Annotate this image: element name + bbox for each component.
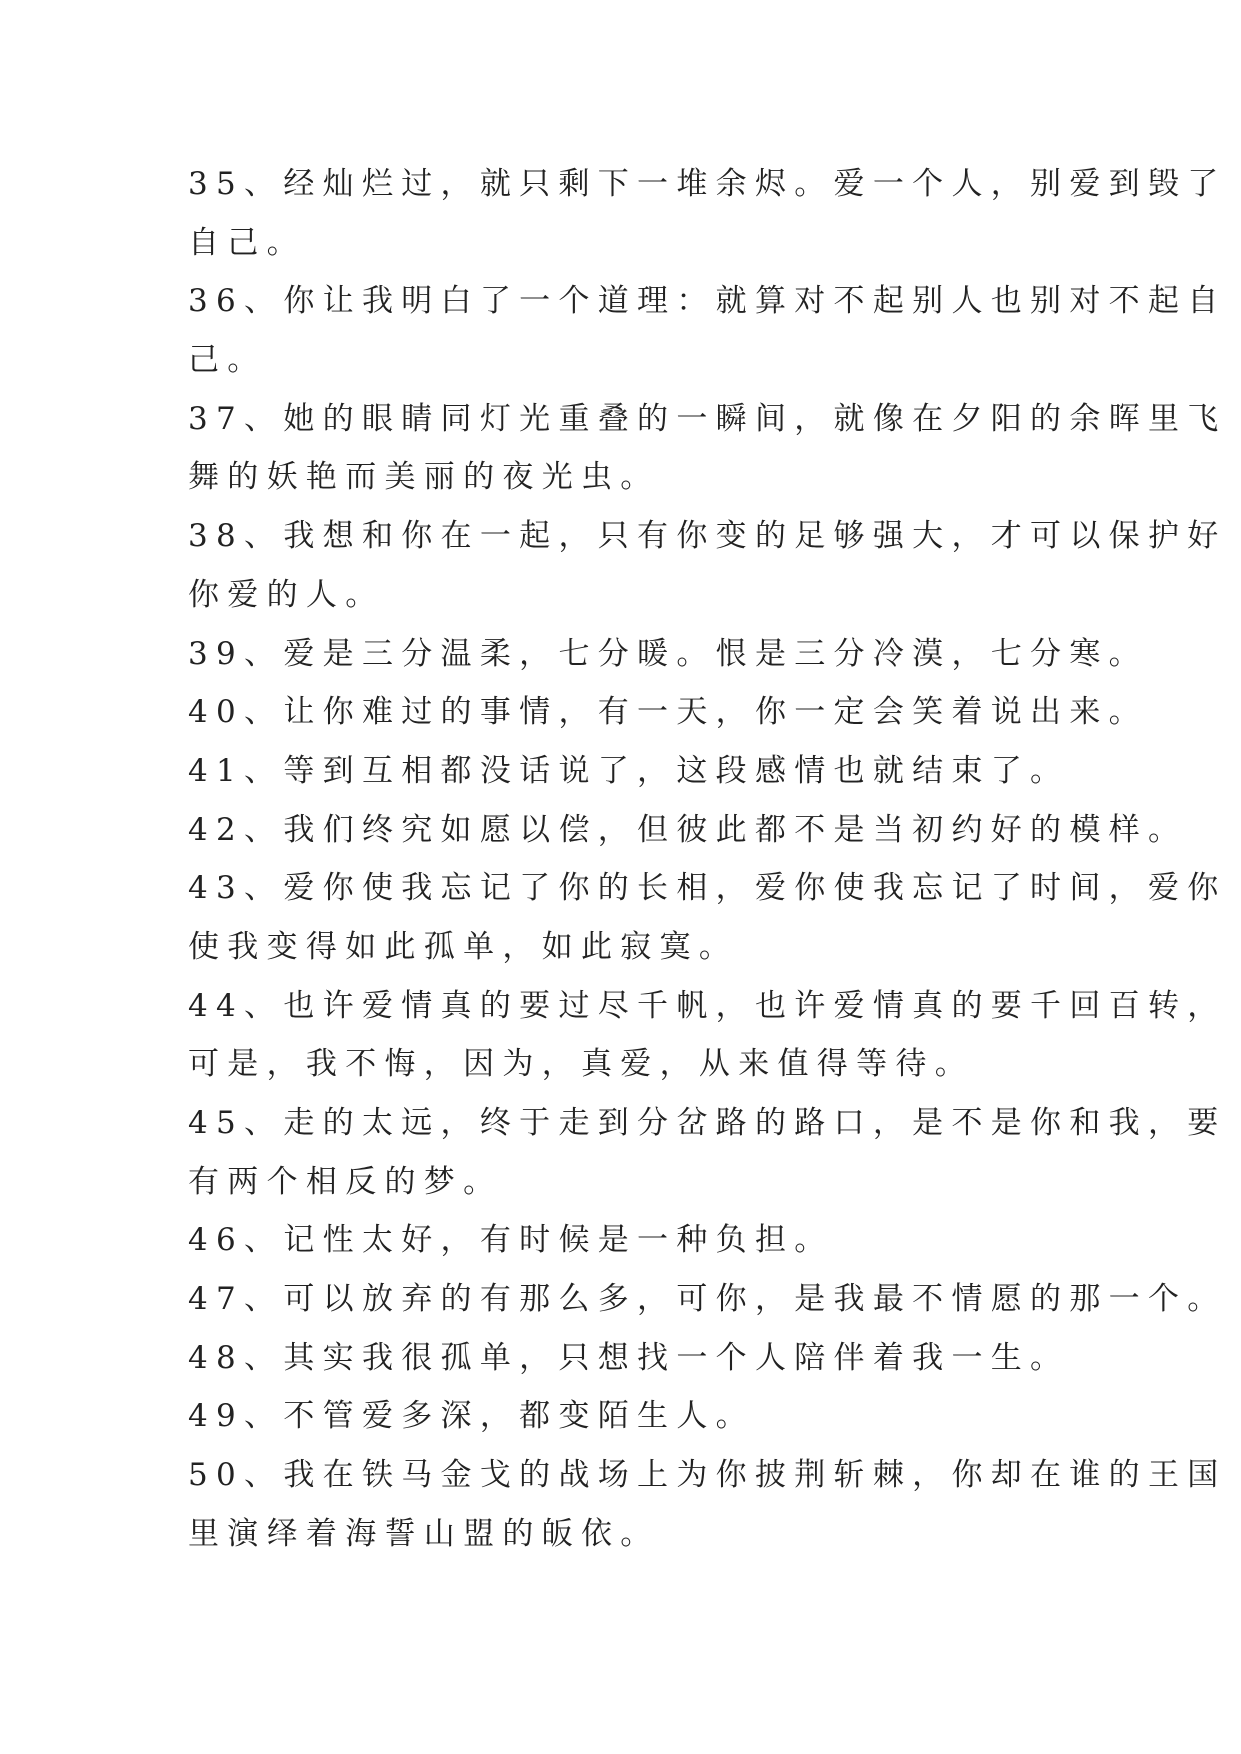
list-item (188, 683, 1148, 742)
text-line: 48、其实我很孤单，只想找一个人陪伴着我一生。 (188, 1339, 1070, 1376)
text-line: 50、我在铁马金戈的战场上为你披荆斩棘，你却在谁的王国 (188, 1457, 1227, 1494)
text-line: 44、也许爱情真的要过尽千帆，也许爱情真的要千回百转， (188, 987, 1227, 1024)
text-line: 可是，我不悔，因为，真爱，从来值得等待。 (188, 1046, 974, 1083)
list-item (188, 625, 1148, 684)
list-item (188, 390, 1227, 507)
text-line: 49、不管爱多深，都变陌生人。 (188, 1398, 755, 1435)
text-line: 你爱的人。 (188, 576, 385, 613)
text-line: 45、走的太远，终于走到分岔路的路口，是不是你和我，要 (188, 1105, 1227, 1141)
text-line: 46、记性太好，有时候是一种负担。 (188, 1222, 834, 1259)
text-line: 41、等到互相都没话说了，这段感情也就结束了。 (188, 752, 1070, 789)
text-line: 里演绎着海誓山盟的皈依。 (188, 1515, 660, 1552)
list-item (188, 507, 1227, 624)
list-item (188, 977, 1227, 1094)
text-line: 39、爱是三分温柔，七分暖。恨是三分冷漠，七分寒。 (188, 635, 1148, 672)
list-item (188, 1270, 1227, 1329)
list-item (188, 1094, 1227, 1211)
text-line: 自己。 (188, 224, 306, 261)
text-line: 己。 (188, 342, 267, 379)
list-item (188, 1211, 1068, 1270)
text-line: 40、让你难过的事情，有一天，你一定会笑着说出来。 (188, 694, 1148, 731)
text-line: 使我变得如此孤单，如此寂寞。 (188, 928, 739, 965)
list-item (188, 801, 1188, 860)
list-item (188, 155, 1227, 272)
list-item (188, 859, 1227, 976)
text-line: 47、可以放弃的有那么多，可你，是我最不情愿的那一个。 (188, 1281, 1227, 1318)
text-line: 38、我想和你在一起，只有你变的足够强大，才可以保护好 (188, 518, 1227, 555)
text-line: 36、你让我明白了一个道理：就算对不起别人也别对不起自 (188, 283, 1227, 320)
list-item (188, 1329, 1068, 1388)
text-line: 43、爱你使我忘记了你的长相，爱你使我忘记了时间，爱你 (188, 870, 1227, 907)
list-item (188, 1387, 1068, 1446)
list-item (188, 742, 1068, 801)
list-item (188, 272, 1227, 389)
text-line: 42、我们终究如愿以偿，但彼此都不是当初约好的模样。 (188, 811, 1188, 848)
text-line: 35、经灿烂过，就只剩下一堆余烬。爱一个人，别爱到毁了 (188, 166, 1227, 202)
document-body (188, 155, 1227, 1564)
text-line: 37、她的眼睛同灯光重叠的一瞬间，就像在夕阳的余晖里飞 (188, 400, 1227, 437)
text-line: 有两个相反的梦。 (188, 1163, 503, 1200)
list-item (188, 1446, 1227, 1563)
text-line: 舞的妖艳而美丽的夜光虫。 (188, 459, 660, 496)
